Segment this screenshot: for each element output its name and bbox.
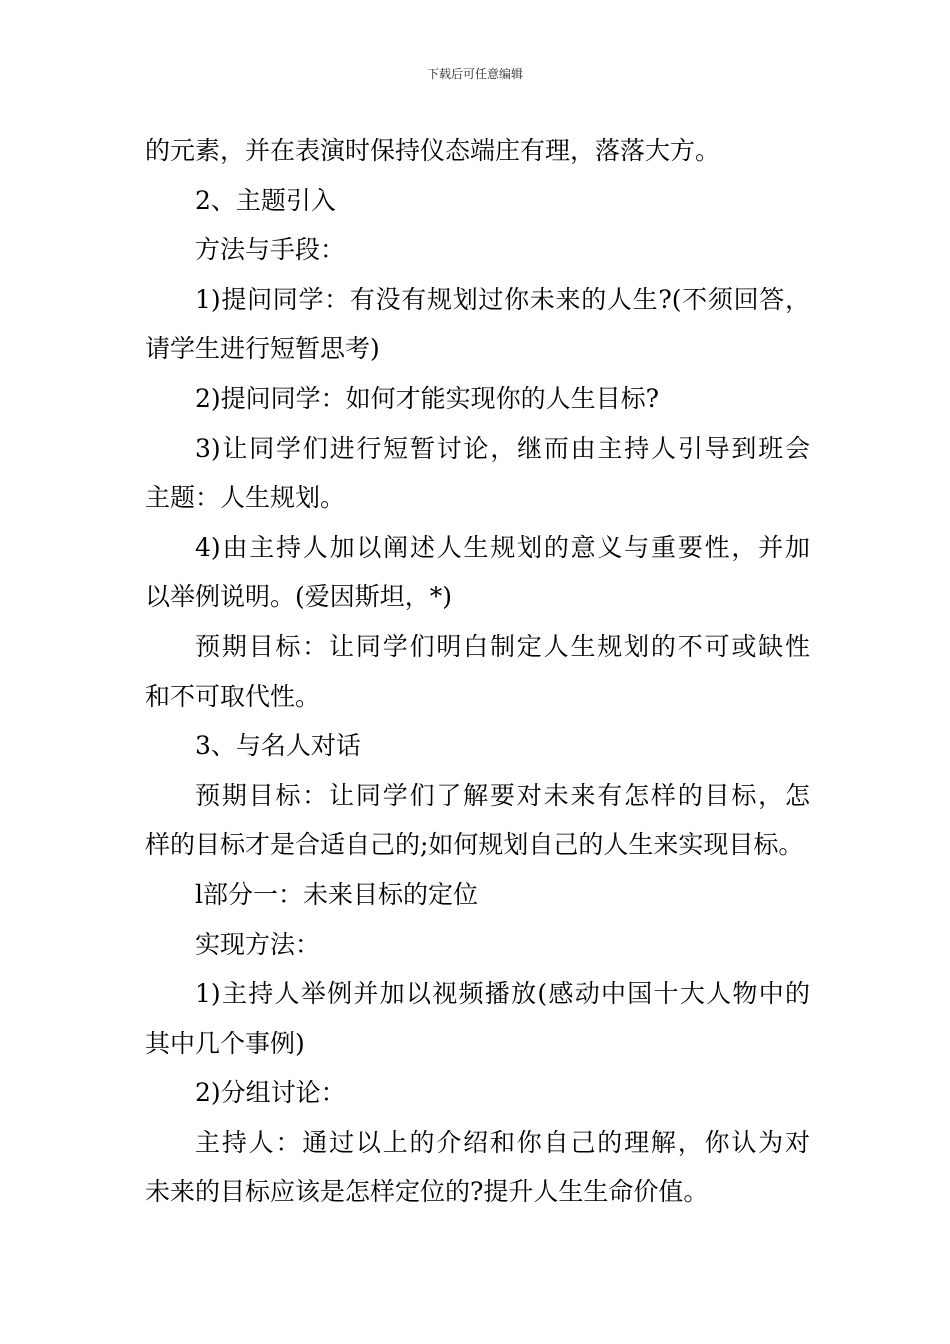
paragraph-continuation: 和不可取代性。 (145, 681, 321, 711)
paragraph-continuation: 未来的目标应该是怎样定位的?提升人生生命价值。 (145, 1177, 709, 1207)
list-item-line: 2)分组讨论： (195, 1078, 346, 1108)
list-item-continuation: 主题：人生规划。 (145, 483, 346, 513)
paragraph-line: 的元素，并在表演时保持仪态端庄有理，落落大方。 (145, 136, 721, 165)
paragraph-continuation: 样的目标才是合适自己的;如何规划自己的人生来实现目标。 (145, 830, 804, 860)
paragraph-line: 方法与手段： (195, 235, 346, 265)
section-heading: 3、与名人对话 (195, 731, 361, 761)
list-item-continuation: 请学生进行短暂思考) (145, 334, 380, 364)
list-item-continuation: 其中几个事例) (145, 1028, 305, 1058)
paragraph-line: 预期目标：让同学们明白制定人生规划的不可或缺性 (195, 631, 810, 661)
paragraph-line: 实现方法： (195, 929, 321, 959)
paragraph-line: 预期目标：让同学们了解要对未来有怎样的目标，怎 (195, 780, 810, 810)
list-item-line: 2)提问同学：如何才能实现你的人生目标? (195, 383, 660, 413)
list-item-continuation: 以举例说明。(爱因斯坦，*) (145, 582, 453, 612)
section-heading: 2、主题引入 (195, 185, 336, 215)
list-item-line: 4)由主持人加以阐述人生规划的意义与重要性，并加 (195, 532, 810, 562)
page-header: 下载后可任意编辑 (426, 67, 523, 81)
list-item-line: 1)主持人举例并加以视频播放(感动中国十大人物中的 (195, 979, 810, 1009)
subsection-heading: l部分一：未来目标的定位 (195, 879, 478, 909)
list-item-line: 1)提问同学：有没有规划过你未来的人生?(不须回答， (195, 284, 810, 314)
list-item-line: 3)让同学们进行短暂讨论，继而由主持人引导到班会 (195, 433, 810, 463)
document-body (145, 126, 810, 1217)
paragraph-line: 主持人：通过以上的介绍和你自己的理解，你认为对 (195, 1127, 810, 1157)
